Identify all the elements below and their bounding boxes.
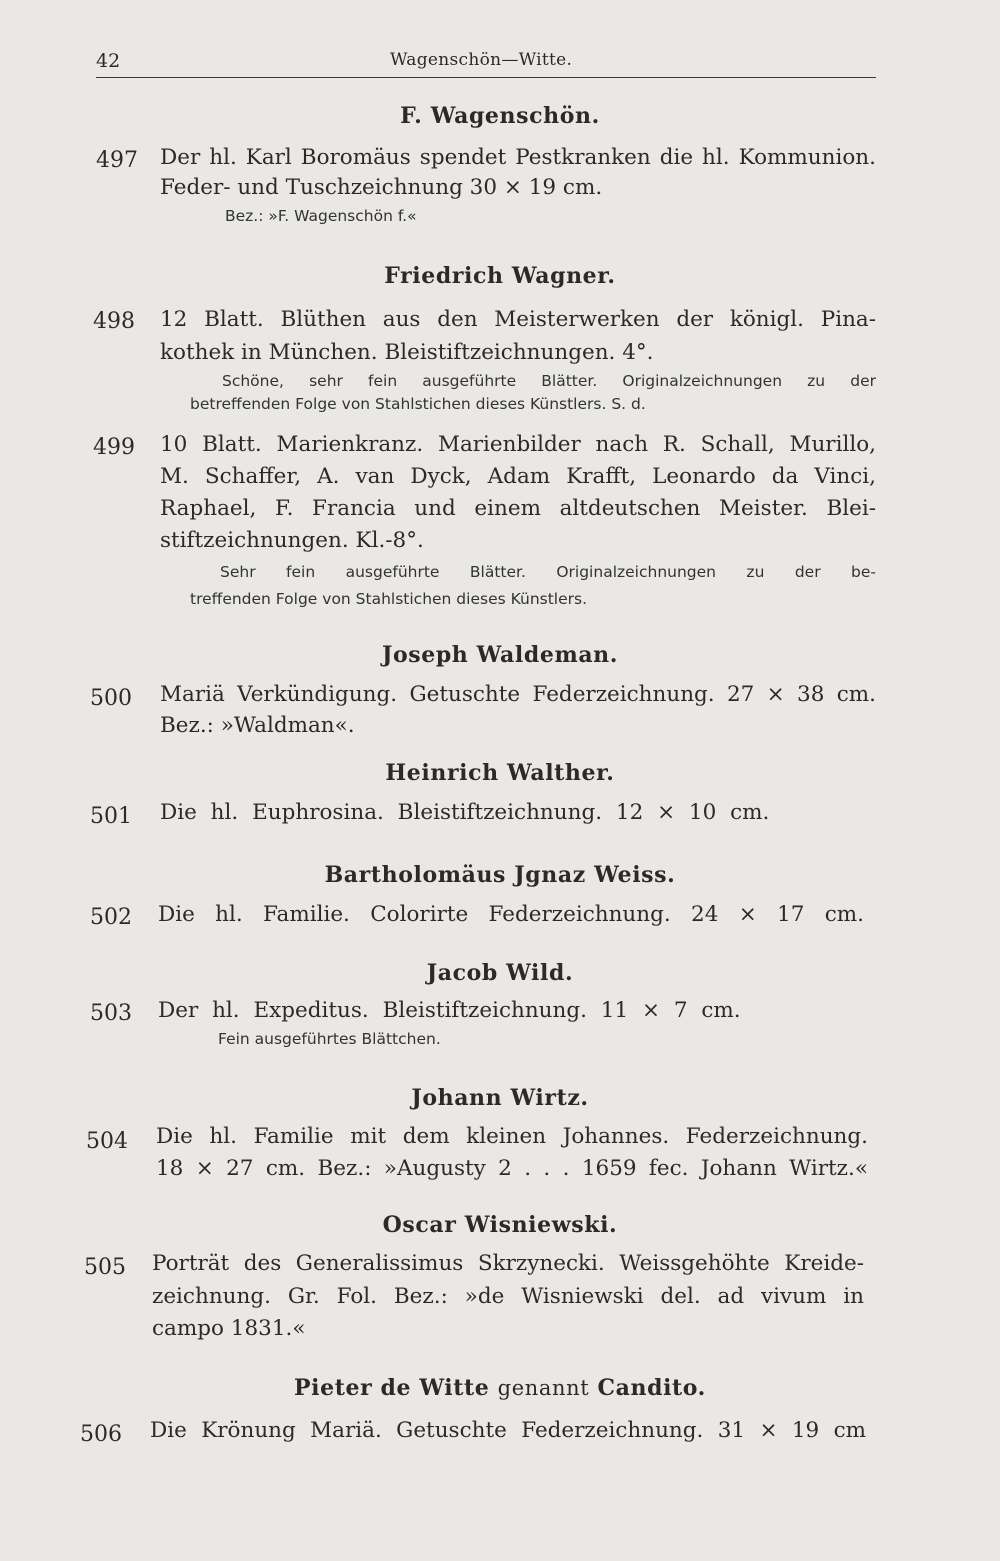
header-rule: [96, 77, 876, 78]
entry-text: 18 × 27 cm. Bez.: »Augusty 2 . . . 1659 fec. Johann Wirtz.«: [156, 1156, 868, 1181]
entry-text: campo 1831.«: [152, 1316, 306, 1341]
entry-text: Die Krönung Mariä. Getuschte Federzeichnung. 31 × 19 cm: [150, 1418, 866, 1443]
artist-heading: Bartholomäus Jgnaz Weiss.: [324, 862, 676, 888]
entry-number: 498: [93, 309, 135, 334]
entry-number: 502: [90, 905, 132, 930]
artist-heading: Friedrich Wagner.: [384, 263, 616, 289]
entry-number: 504: [86, 1129, 128, 1154]
entry-text: Die hl. Euphrosina. Bleistiftzeichnung. 12 × 10 cm.: [160, 800, 770, 825]
entry-note: Fein ausgeführtes Blättchen.: [218, 1030, 441, 1048]
entry-number: 505: [84, 1255, 126, 1280]
entry-text: Die hl. Familie mit dem kleinen Johannes. Federzeichnung.: [156, 1124, 868, 1149]
entry-note: treffenden Folge von Stahlstichen dieses Künstlers.: [190, 590, 588, 608]
artist-heading: Johann Wirtz.: [411, 1085, 589, 1111]
entry-note: Bez.: »F. Wagenschön f.«: [225, 207, 417, 225]
entry-text: Der hl. Expeditus. Bleistiftzeichnung. 11 × 7 cm.: [158, 998, 741, 1023]
entry-text: Mariä Verkündigung. Getuschte Federzeichnung. 27 × 38 cm.: [160, 682, 876, 707]
entry-number: 500: [90, 686, 132, 711]
entry-text: Feder- und Tuschzeichnung 30 × 19 cm.: [160, 175, 603, 200]
running-title: Wagenschön—Witte.: [390, 50, 573, 70]
page-number: 42: [96, 50, 121, 72]
entry-text: Bez.: »Waldman«.: [160, 713, 355, 738]
artist-epithet: genannt: [497, 1376, 590, 1400]
entry-text: kothek in München. Bleistiftzeichnungen. 4°.: [160, 340, 654, 365]
artist-heading: Jacob Wild.: [426, 960, 574, 986]
entry-number: 501: [90, 804, 132, 829]
entry-number: 497: [96, 148, 138, 173]
artist-heading: Heinrich Walther.: [385, 760, 615, 786]
entry-number: 506: [80, 1422, 122, 1447]
entry-number: 503: [90, 1001, 132, 1026]
entry-note: betreffenden Folge von Stahlstichen dieses Künstlers. S. d.: [190, 395, 646, 413]
entry-text: 12 Blatt. Blüthen aus den Meisterwerken der königl. Pina-: [160, 307, 876, 332]
artist-name: Pieter de Witte: [294, 1375, 490, 1401]
entry-text: 10 Blatt. Marienkranz. Marienbilder nach R. Schall, Murillo,: [160, 432, 876, 457]
artist-heading: Joseph Waldeman.: [381, 642, 619, 668]
entry-text: Der hl. Karl Boromäus spendet Pestkranken die hl. Kommunion.: [160, 145, 876, 170]
entry-text: zeichnung. Gr. Fol. Bez.: »de Wisniewski del. ad vivum in: [152, 1284, 864, 1309]
artist-alias: Candito.: [597, 1375, 706, 1401]
entry-text: stiftzeichnungen. Kl.-8°.: [160, 528, 424, 553]
entry-text: Raphael, F. Francia und einem altdeutschen Meister. Blei-: [160, 496, 876, 521]
artist-heading: [0, 1375, 1000, 1401]
artist-heading: F. Wagenschön.: [400, 103, 600, 129]
entry-text: Die hl. Familie. Colorirte Federzeichnung. 24 × 17 cm.: [158, 902, 864, 927]
entry-text: Porträt des Generalissimus Skrzynecki. Weissgehöhte Kreide-: [152, 1251, 864, 1276]
entry-note: Sehr fein ausgeführte Blätter. Originalzeichnungen zu der be-: [220, 563, 876, 581]
entry-text: M. Schaffer, A. van Dyck, Adam Krafft, Leonardo da Vinci,: [160, 464, 876, 489]
artist-heading: Oscar Wisniewski.: [382, 1212, 618, 1238]
entry-number: 499: [93, 435, 135, 460]
entry-note: Schöne, sehr fein ausgeführte Blätter. Originalzeichnungen zu der: [222, 372, 876, 390]
